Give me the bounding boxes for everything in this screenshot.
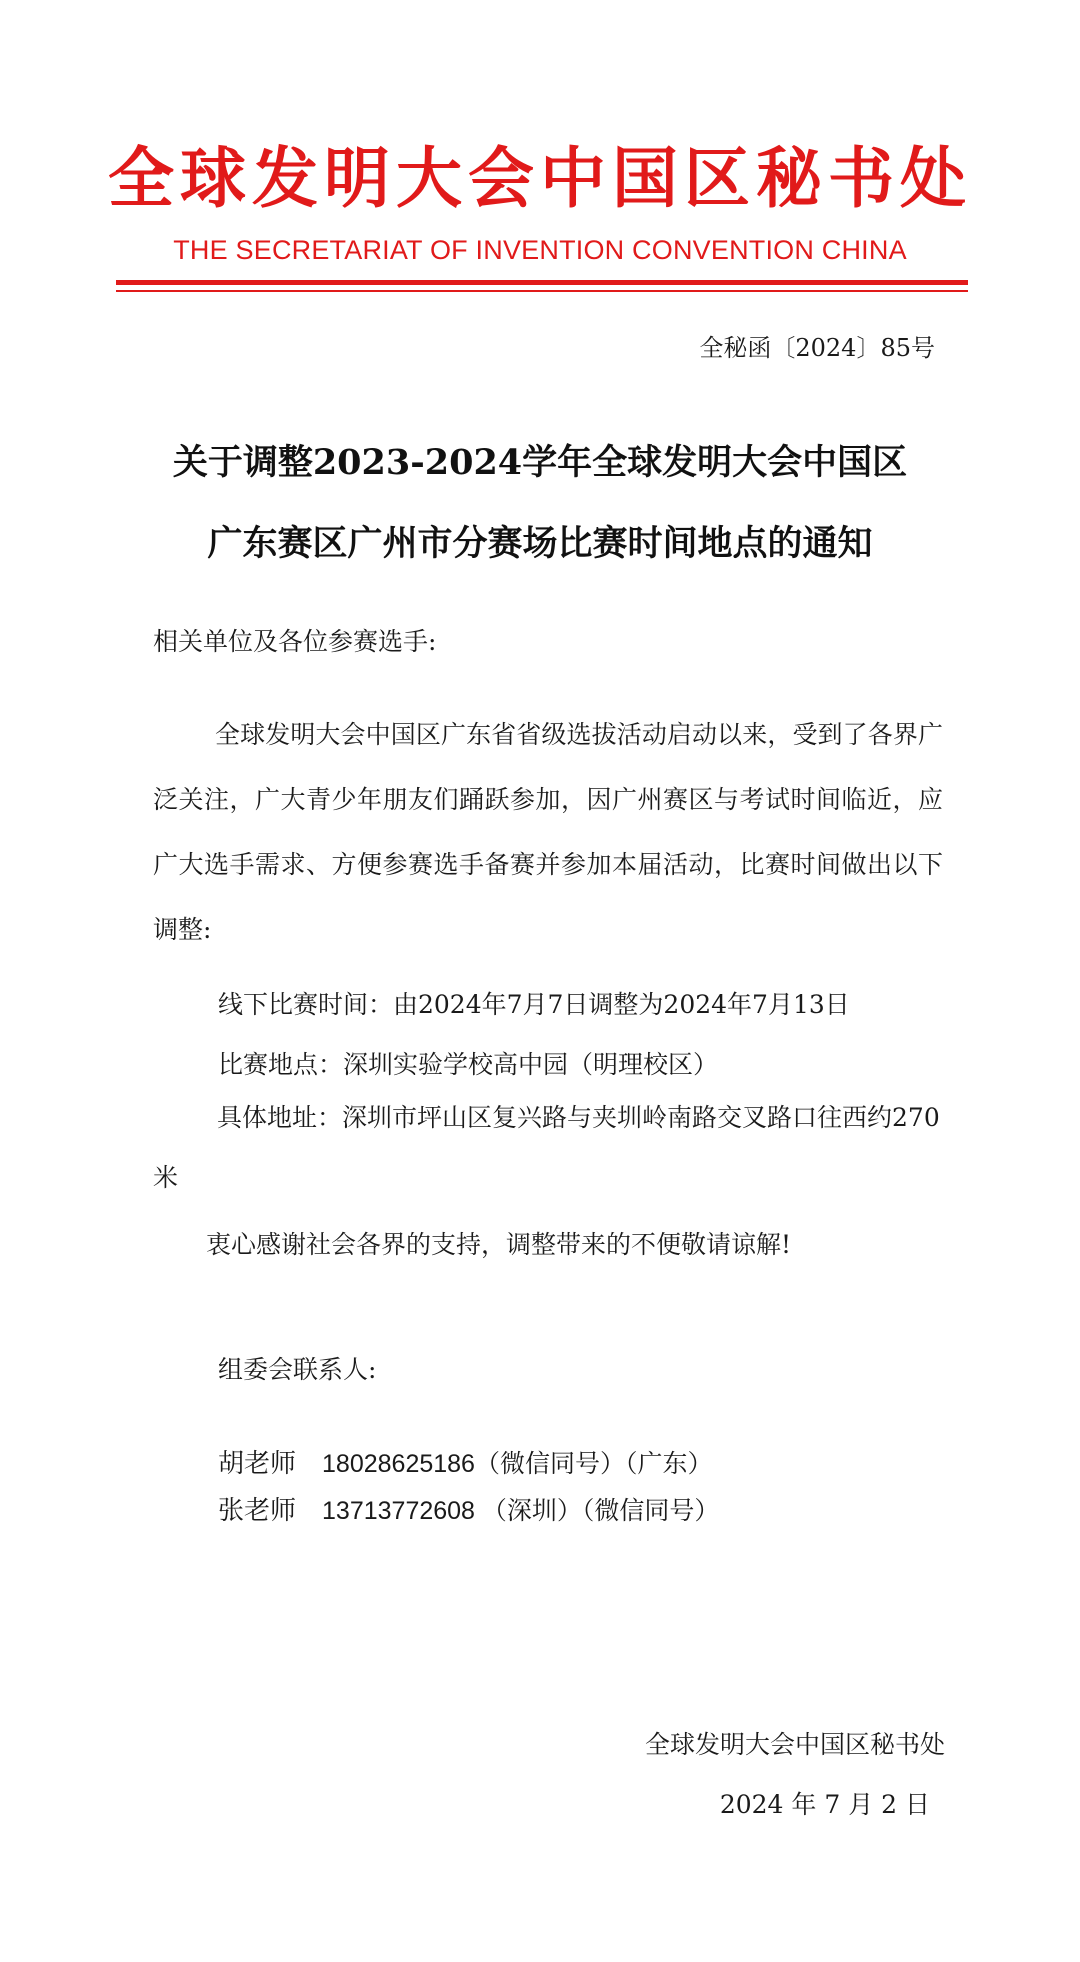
contact-row [218, 1490, 719, 1527]
competition-address: 具体地址：深圳市坪山区复兴路与夹圳岭南路交叉路口往西约270米 [153, 1103, 940, 1192]
contact-name: 胡老师 [218, 1449, 297, 1479]
letterhead-rule-thick [116, 280, 968, 285]
thanks-note: 衷心感谢社会各界的支持，调整带来的不便敬请谅解! [206, 1230, 792, 1259]
document-number: 全秘函〔2024〕85号 [699, 334, 935, 362]
document-title-line-2: 广东赛区广州市分赛场比赛时间地点的通知 [207, 523, 873, 564]
signature-date: 2024 年 7 月 2 日 [719, 1790, 930, 1819]
letterhead-subtitle-en: THE SECRETARIAT OF INVENTION CONVENTION CHINA [173, 235, 907, 265]
salutation: 相关单位及各位参赛选手: [153, 627, 437, 656]
letterhead-rule-thin [116, 290, 968, 292]
contact-row [218, 1443, 712, 1480]
document-title-line-1: 关于调整2023-2024学年全球发明大会中国区 [172, 442, 908, 483]
contact-name: 张老师 [218, 1496, 297, 1526]
contact-info: 18028625186（微信同号）（广东） [322, 1450, 713, 1478]
signature-organization: 全球发明大会中国区秘书处 [644, 1730, 945, 1759]
letterhead-title: 全球发明大会中国区秘书处 [108, 139, 972, 217]
contact-info: 13713772608 （深圳）（微信同号） [322, 1497, 720, 1525]
contacts-heading: 组委会联系人: [218, 1355, 377, 1384]
competition-time: 线下比赛时间：由2024年7月7日调整为2024年7月13日 [218, 990, 850, 1019]
competition-venue: 比赛地点：深圳实验学校高中园（明理校区） [218, 1050, 719, 1079]
body-paragraph: 全球发明大会中国区广东省省级选拔活动启动以来，受到了各界广泛关注，广大青少年朋友们踊跃参加，因广州赛区与考试时间临近，应广大选手需求、方便参赛选手备赛并参加本届活动，比赛时间做出以下调整: [153, 720, 943, 944]
